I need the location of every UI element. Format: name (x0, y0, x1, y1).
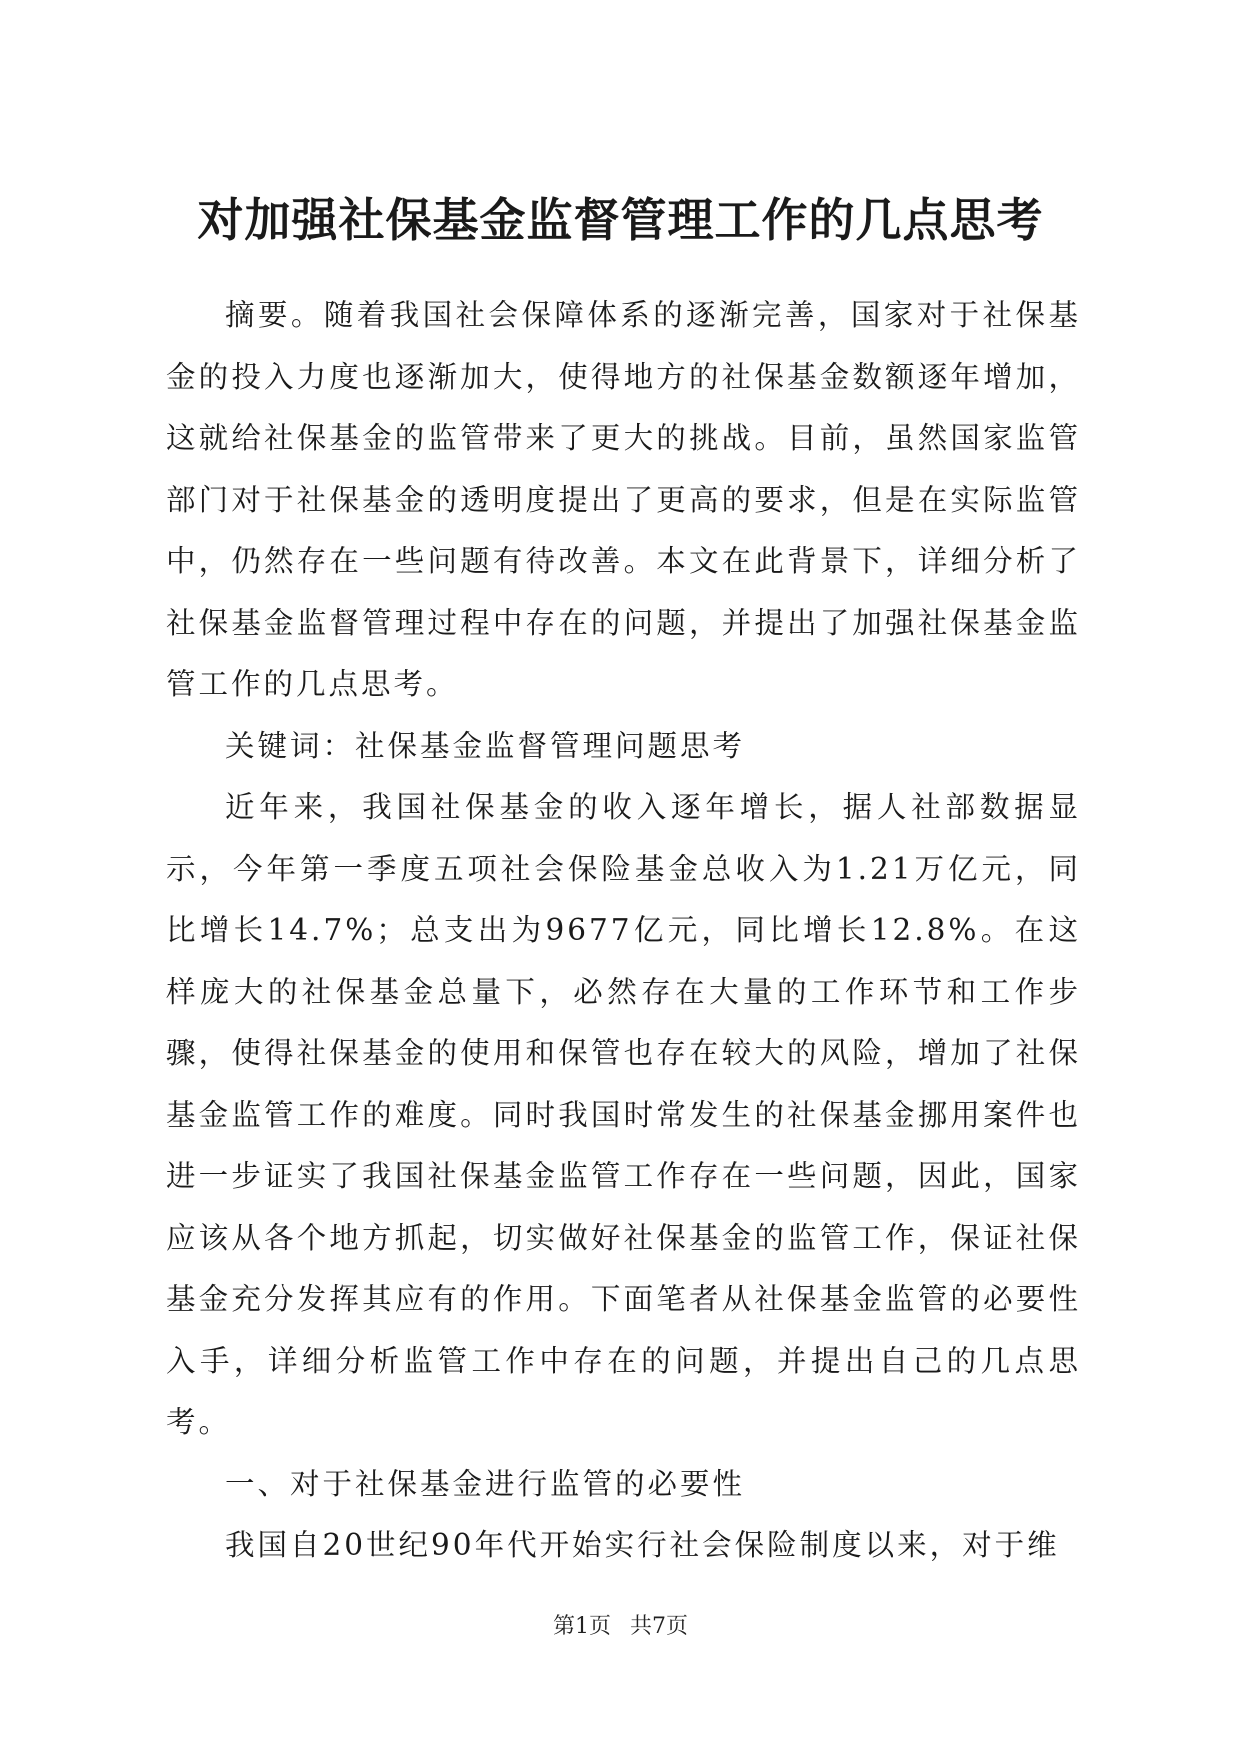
section-paragraph: 我国自20世纪90年代开始实行社会保险制度以来，对于维 (225, 1528, 1060, 1562)
section-heading: 一、对于社保基金进行监管的必要性 (225, 1466, 746, 1501)
page-footer (0, 1612, 1241, 1642)
intro-paragraph: 近年来，我国社保基金的收入逐年增长，据人社部数据显示，今年第一季度五项社会保险基金总收入为1.21万亿元，同比增长14.7%；总支出为9677亿元，同比增长12.8%。在这样庞大的社保基金总量下，必然存在大量的工作环节和工作步骤，使得社保基金的使用和保管也存在较大的风险，增加了社保基金监管工作的难度。同时我国时常发生的社保基金挪用案件也进一步证实了我国社保基金监管工作存在一些问题，因此，国家应该从各个地方抓起，切实做好社保基金的监管工作，保证社保基金充分发挥其应有的作用。下面笔者从社保基金监管的必要性入手，详细分析监管工作中存在的问题，并提出自己的几点思考。 (166, 790, 1081, 1439)
document-title: 对加强社保基金监督管理工作的几点思考 (197, 193, 1044, 247)
keywords-paragraph: 关键词：社保基金监督管理问题思考 (225, 728, 746, 763)
document-body (166, 285, 1081, 1577)
page-number: 第1页 (553, 1614, 611, 1639)
abstract-paragraph: 摘要。随着我国社会保障体系的逐渐完善，国家对于社保基金的投入力度也逐渐加大，使得地方的社保基金数额逐年增加，这就给社保基金的监管带来了更大的挑战。目前，虽然国家监管部门对于社保基金的透明度提出了更高的要求，但是在实际监管中，仍然存在一些问题有待改善。本文在此背景下，详细分析了社保基金监督管理过程中存在的问题，并提出了加强社保基金监管工作的几点思考。 (166, 298, 1081, 701)
page-total: 共7页 (630, 1614, 688, 1639)
